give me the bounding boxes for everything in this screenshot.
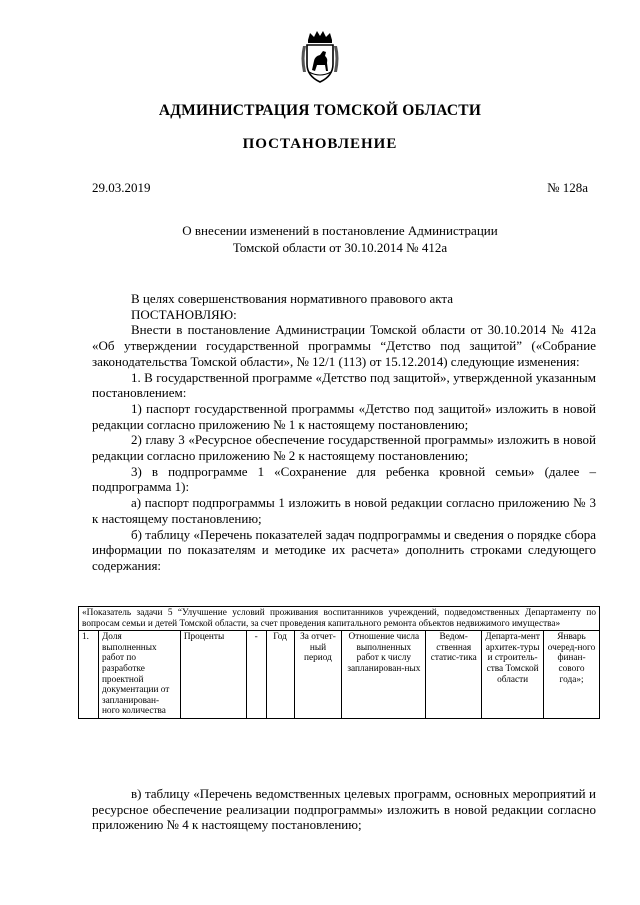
paragraph: В целях совершенствования нормативного правового акта (131, 291, 454, 306)
paragraph: а) паспорт подпрограммы 1 изложить в новой редакции согласно приложению № 3 к настоящему постановлению; (92, 495, 596, 526)
paragraph: б) таблицу «Перечень показателей задач подпрограммы и сведения о порядке сбора информации по показателям и методике их расчета» дополнить строками следующего содержания: (92, 526, 596, 573)
table-cell: Ведом-ственная статис-тика (426, 631, 482, 719)
table-cell: - (246, 631, 266, 719)
subject-line: О внесении изменений в постановление Администрации (182, 223, 498, 238)
table-cell: Проценты (180, 631, 246, 719)
paragraph: 1. В государственной программе «Детство под защитой», утвержденной указанным постановлением: (92, 369, 596, 401)
table-cell: Департа-мент архитек-туры и строитель-ства Томской области (482, 631, 544, 719)
paragraph: Внести в постановление Администрации Томской области от 30.10.2014 № 412а «Об утверждении государственной программы “Детство под защитой” («Собрание законодательства Томской области», № 12/1 (113) от 15.12.2014) следующие изменения: (92, 322, 596, 369)
organization-title: АДМИНИСТРАЦИЯ ТОМСКОЙ ОБЛАСТИ (158, 102, 482, 119)
paragraph: в) таблицу «Перечень ведомственных целевых программ, основных мероприятий и ресурсное обеспечение реализации подпрограммы» изложить в новой редакции согласно приложению № 4 к настоящему постановлению; (92, 786, 596, 833)
document-tail (92, 786, 596, 833)
document-date: 29.03.2019 (92, 180, 151, 195)
document-body (92, 291, 596, 574)
table-cell: Январь очеред-ного финан-сового года»; (544, 631, 600, 719)
document-type: ПОСТАНОВЛЕНИЕ (242, 136, 398, 152)
table-cell: Отношение числа выполненных работ к числу запланирован-ных (342, 631, 426, 719)
paragraph: 1) паспорт государственной программы «Детство под защитой» изложить в новой редакции согласно приложению № 1 к настоящему постановлению; (92, 400, 596, 432)
decree-word: ПОСТАНОВЛЯЮ: (131, 306, 237, 322)
paragraph: 2) главу 3 «Ресурсное обеспечение государственной программы» изложить в новой редакции согласно приложению № 2 к настоящему постановлению; (92, 432, 596, 464)
table-row (79, 631, 600, 719)
coat-of-arms-icon (300, 28, 340, 86)
table-cell: 1. (79, 631, 99, 719)
document-number: № 128а (547, 180, 588, 195)
subject-line: Томской области от 30.10.2014 № 412а (232, 240, 448, 255)
table-cell: За отчет-ный период (294, 631, 342, 719)
table-cell: Год (266, 631, 294, 719)
table-header-row (79, 607, 600, 631)
table-header-cell: «Показатель задачи 5 “Улучшение условий проживания воспитанников учреждений, подведомственных Департаменту по вопросам семьи и детей Томской области, за счет проведения капитального ремонта объектов недвижимого имущества» (79, 607, 600, 631)
table-cell: Доля выполненных работ по разработке проектной документации от запланирован-ного количества (98, 631, 180, 719)
indicators-table (78, 606, 600, 719)
paragraph: 3) в подпрограмме 1 «Сохранение для ребенка кровной семьи» (далее – подпрограмма 1): (92, 463, 596, 495)
document-subject (120, 222, 560, 256)
